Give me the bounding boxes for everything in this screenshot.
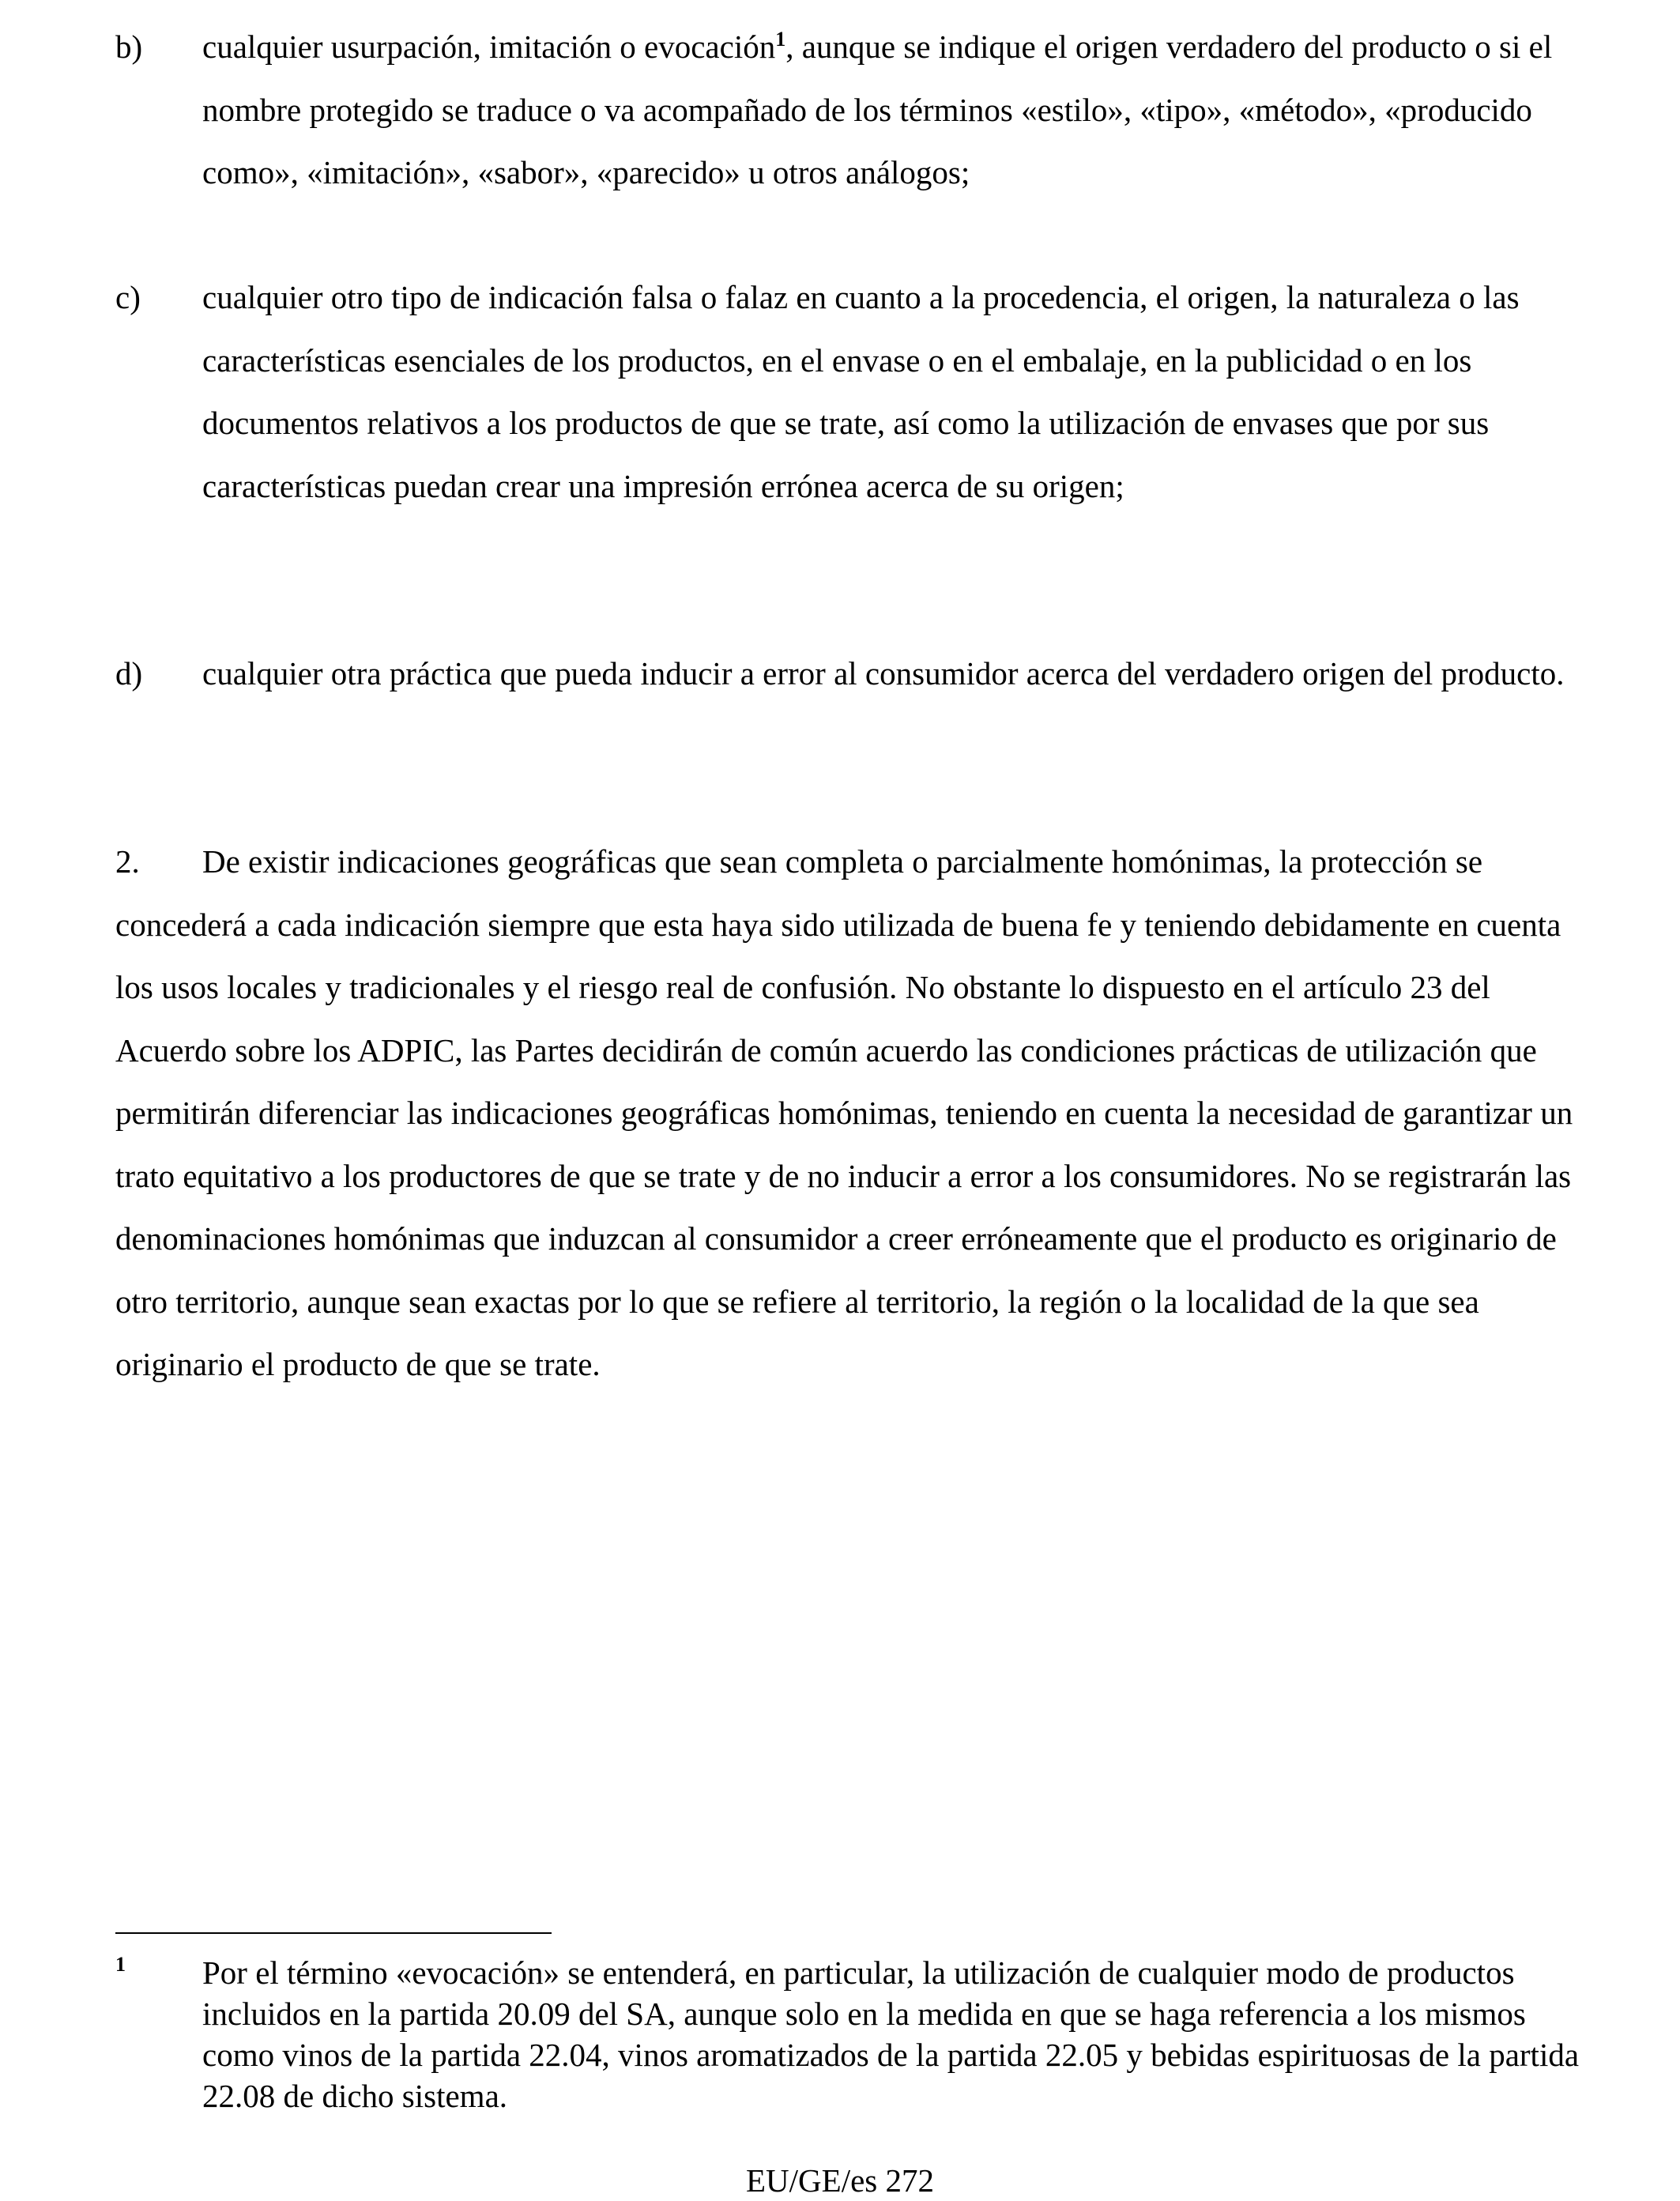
list-item-label: b): [115, 28, 143, 65]
list-item-text: cualquier otra práctica que pueda inducir a error al consumidor acerca del verdadero origen del producto.: [202, 655, 1565, 692]
list-item-d: [115, 643, 1585, 706]
list-item-text: cualquier otro tipo de indicación falsa o falaz en cuanto a la procedencia, el origen, la naturaleza o las características esenciales de los productos, en el envase o en el embalaje, en la publicidad o en los documentos relativos a los productos de que se trate, así como la utilización de envases que por sus características puedan crear una impresión errónea acerca de su origen;: [202, 279, 1520, 504]
footnote-reference: 1: [775, 28, 786, 51]
list-item-c: [115, 266, 1585, 518]
paragraph-text: De existir indicaciones geográficas que sean completa o parcialmente homónimas, la protección se concederá a cada indicación siempre que esta haya sido utilizada de buena fe y teniendo debidamente en cuenta los usos locales y tradicionales y el riesgo real de confusión. No obstante lo dispuesto en el artículo 23 del Acuerdo sobre los ADPIC, las Partes decidirán de común acuerdo las condiciones prácticas de utilización que permitirán diferenciar las indicaciones geográficas homónimas, teniendo en cuenta la necesidad de garantizar un trato equitativo a los productores de que se trate y de no inducir a error a los consumidores. No se registrarán las denominaciones homónimas que induzcan al consumidor a creer erróneamente que el producto es originario de otro territorio, aunque sean exactas por lo que se refiere al territorio, la región o la localidad de la que sea originario el producto de que se trate.: [115, 843, 1573, 1382]
page-identifier: EU/GE/es 272: [746, 2162, 934, 2199]
paragraph-2: [115, 831, 1577, 1396]
list-item-text-start: cualquier usurpación, imitación o evocación: [202, 28, 776, 65]
paragraph-number: 2.: [115, 843, 140, 880]
footnote-mark: 1: [115, 1953, 126, 1976]
list-item-text-end: , aunque se indique el origen verdadero del producto o si el nombre protegido se traduce o va acompañado de los términos «estilo», «tipo», «método», «producido como», «imitación», «sabor», «parecido» u otros análogos;: [202, 28, 1553, 190]
list-item-b: [115, 16, 1585, 205]
list-item-label: d): [115, 655, 143, 692]
footnote: [115, 1952, 1585, 2116]
list-item-label: c): [115, 279, 141, 315]
footnote-text: Por el término «evocación» se entenderá, en particular, la utilización de cualquier modo de productos incluidos en la partida 20.09 del SA, aunque solo en la medida en que se haga referencia a los mismos como vinos de la partida 22.04, vinos aromatizados de la partida 22.05 y bebidas espirituosas de la partida 22.08 de dicho sistema.: [202, 1954, 1580, 2114]
footnote-separator: [115, 1932, 552, 1934]
list-item-text: [202, 16, 1585, 205]
